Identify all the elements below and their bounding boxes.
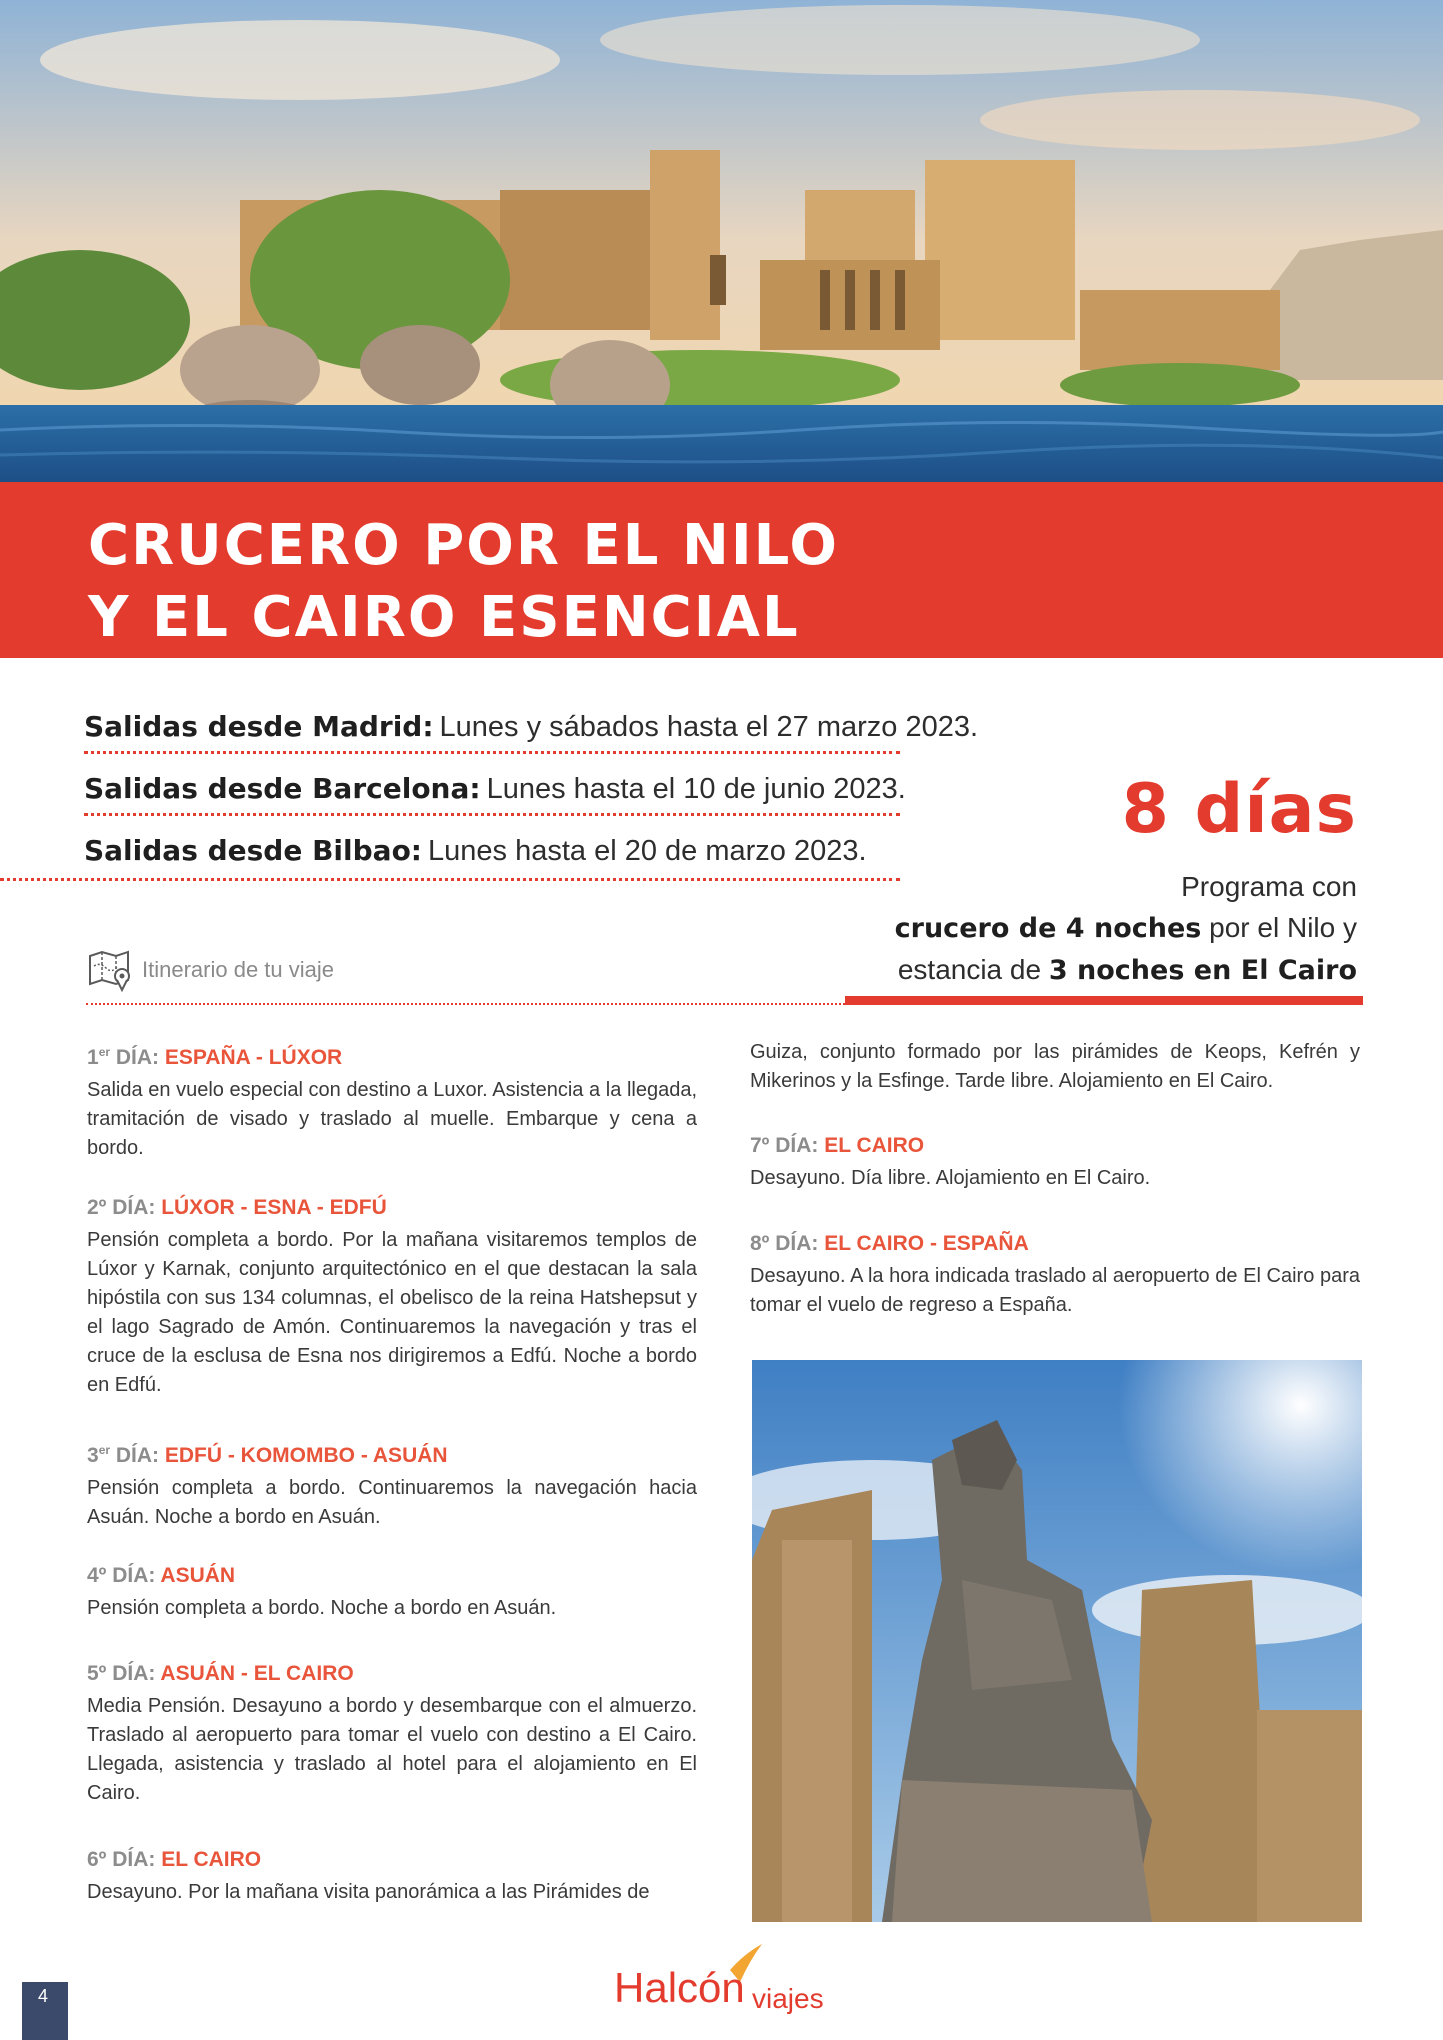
- day-label: DÍA:: [110, 1444, 165, 1467]
- program-line-2: [797, 907, 1357, 949]
- itinerary-header: [86, 946, 334, 994]
- day-destination: EL CAIRO - ESPAÑA: [824, 1232, 1029, 1255]
- day-number: 2º: [87, 1196, 107, 1219]
- day-1: [87, 1038, 697, 1163]
- day-number: 4º: [87, 1564, 107, 1587]
- day-label: DÍA:: [106, 1564, 161, 1587]
- departure-bilbao: [84, 828, 900, 878]
- page-title-line-2: Y EL CAIRO ESENCIAL: [88, 585, 800, 650]
- day-2: [87, 1194, 697, 1400]
- program-line-2-rest: por el Nilo y: [1201, 912, 1357, 943]
- day-label: DÍA:: [106, 1848, 162, 1871]
- ramses-statue-image: [752, 1360, 1362, 1922]
- day-number: 5º: [87, 1662, 107, 1685]
- svg-text:Halcón: Halcón: [614, 1964, 745, 2011]
- departure-madrid: [84, 704, 979, 754]
- day-destination: EL CAIRO: [161, 1848, 262, 1871]
- day-description: Desayuno. A la hora indicada traslado al aeropuerto de El Cairo para tomar el vuelo de regreso a España.: [750, 1265, 1360, 1316]
- day-title: [87, 1436, 697, 1470]
- departure-detail: Lunes y sábados hasta el 27 marzo 2023.: [439, 711, 979, 743]
- day-6: [87, 1846, 697, 1907]
- map-pin-icon: [86, 946, 134, 994]
- day-destination: EL CAIRO: [824, 1134, 925, 1157]
- departure-label: Salidas desde Madrid:: [84, 710, 434, 743]
- page-number-badge: [22, 1982, 68, 2040]
- day-6-continued: [750, 1038, 1360, 1096]
- program-cruise-nights: crucero de 4 noches: [894, 913, 1202, 944]
- day-label: DÍA:: [106, 1196, 162, 1219]
- day-title: [87, 1562, 697, 1590]
- day-number-suffix: er: [98, 1045, 111, 1059]
- day-title: [87, 1660, 697, 1688]
- itinerary-label: Itinerario de tu viaje: [142, 957, 334, 982]
- day-title: [87, 1194, 697, 1222]
- day-number: 1: [87, 1046, 99, 1069]
- page-number: 4: [38, 1986, 49, 2006]
- departure-barcelona: [84, 766, 906, 816]
- itinerary-divider: [86, 1003, 845, 1005]
- hero-image-philae-temple: [0, 0, 1443, 482]
- day-description: Salida en vuelo especial con destino a Luxor. Asistencia a la llegada, tramitación de visado y traslado al muelle. Embarque y cena a bordo.: [87, 1079, 697, 1159]
- departure-label: Salidas desde Barcelona:: [84, 772, 481, 805]
- day-title: [87, 1038, 697, 1072]
- day-description: Desayuno. Por la mañana visita panorámica a las Pirámides de: [87, 1881, 650, 1903]
- day-description: Pensión completa a bordo. Noche a bordo en Asuán.: [87, 1597, 557, 1619]
- day-title: [87, 1846, 697, 1874]
- day-destination: ASUÁN - EL CAIRO: [160, 1662, 354, 1685]
- day-destination: ASUÁN: [160, 1564, 236, 1587]
- trip-duration: 8 días: [1121, 770, 1357, 849]
- day-description: Media Pensión. Desayuno a bordo y desembarque con el almuerzo. Traslado al aeropuerto para tomar el vuelo con destino a El Cairo. Llegada, asistencia y traslado al hotel para el alojamiento en El Cairo.: [87, 1695, 697, 1804]
- day-number: 3: [87, 1444, 99, 1467]
- title-band: [0, 482, 1443, 658]
- halcon-viajes-logo: [612, 1940, 842, 2020]
- day-number: 7º: [750, 1134, 770, 1157]
- program-line-1: Programa con: [1181, 871, 1357, 902]
- program-summary: [797, 866, 1357, 991]
- program-underline: [845, 996, 1363, 1005]
- day-destination: LÚXOR - ESNA - EDFÚ: [161, 1196, 387, 1219]
- page-title: [88, 510, 839, 654]
- day-destination: ESPAÑA - LÚXOR: [164, 1046, 343, 1069]
- program-cairo-nights: 3 noches en El Cairo: [1048, 955, 1357, 986]
- day-number: 8º: [750, 1232, 770, 1255]
- day-8: [750, 1230, 1360, 1320]
- day-description: Desayuno. Día libre. Alojamiento en El Cairo.: [750, 1167, 1151, 1189]
- day-4: [87, 1562, 697, 1623]
- departure-detail: Lunes hasta el 20 de marzo 2023.: [428, 835, 867, 867]
- day-title: [750, 1132, 1360, 1160]
- departure-label: Salidas desde Bilbao:: [84, 834, 422, 867]
- program-line-3: [797, 949, 1357, 991]
- day-description: Guiza, conjunto formado por las pirámides de Keops, Kefrén y Mikerinos y la Esfinge. Tarde libre. Alojamiento en El Cairo.: [750, 1041, 1360, 1092]
- day-label: DÍA:: [106, 1662, 161, 1685]
- day-description: Pensión completa a bordo. Por la mañana visitaremos templos de Lúxor y Karnak, conjunto arquitectónico en el que destacan la sala hipóstila con sus 134 columnas, el obelisco de la reina Hatshepsut y el lago Sagrado de Amón. Continuaremos la navegación y tras el cruce de la esclusa de Esna nos dirigiremos a Edfú. Noche a bordo en Edfú.: [87, 1229, 697, 1396]
- day-label: DÍA:: [769, 1232, 825, 1255]
- day-label: DÍA:: [110, 1046, 165, 1069]
- departure-detail: Lunes hasta el 10 de junio 2023.: [486, 773, 906, 805]
- page-title-line-1: CRUCERO POR EL NILO: [88, 513, 839, 578]
- day-title: [750, 1230, 1360, 1258]
- departures-divider: [0, 878, 900, 881]
- day-label: DÍA:: [769, 1134, 825, 1157]
- program-line-3-pre: estancia de: [897, 954, 1049, 985]
- day-number-suffix: er: [98, 1443, 111, 1457]
- day-7: [750, 1132, 1360, 1193]
- day-number: 6º: [87, 1848, 107, 1871]
- day-3: [87, 1436, 697, 1532]
- day-5: [87, 1660, 697, 1808]
- svg-text:viajes: viajes: [752, 1983, 824, 2014]
- day-description: Pensión completa a bordo. Continuaremos la navegación hacia Asuán. Noche a bordo en Asuán.: [87, 1477, 697, 1528]
- day-destination: EDFÚ - KOMOMBO - ASUÁN: [164, 1444, 448, 1467]
